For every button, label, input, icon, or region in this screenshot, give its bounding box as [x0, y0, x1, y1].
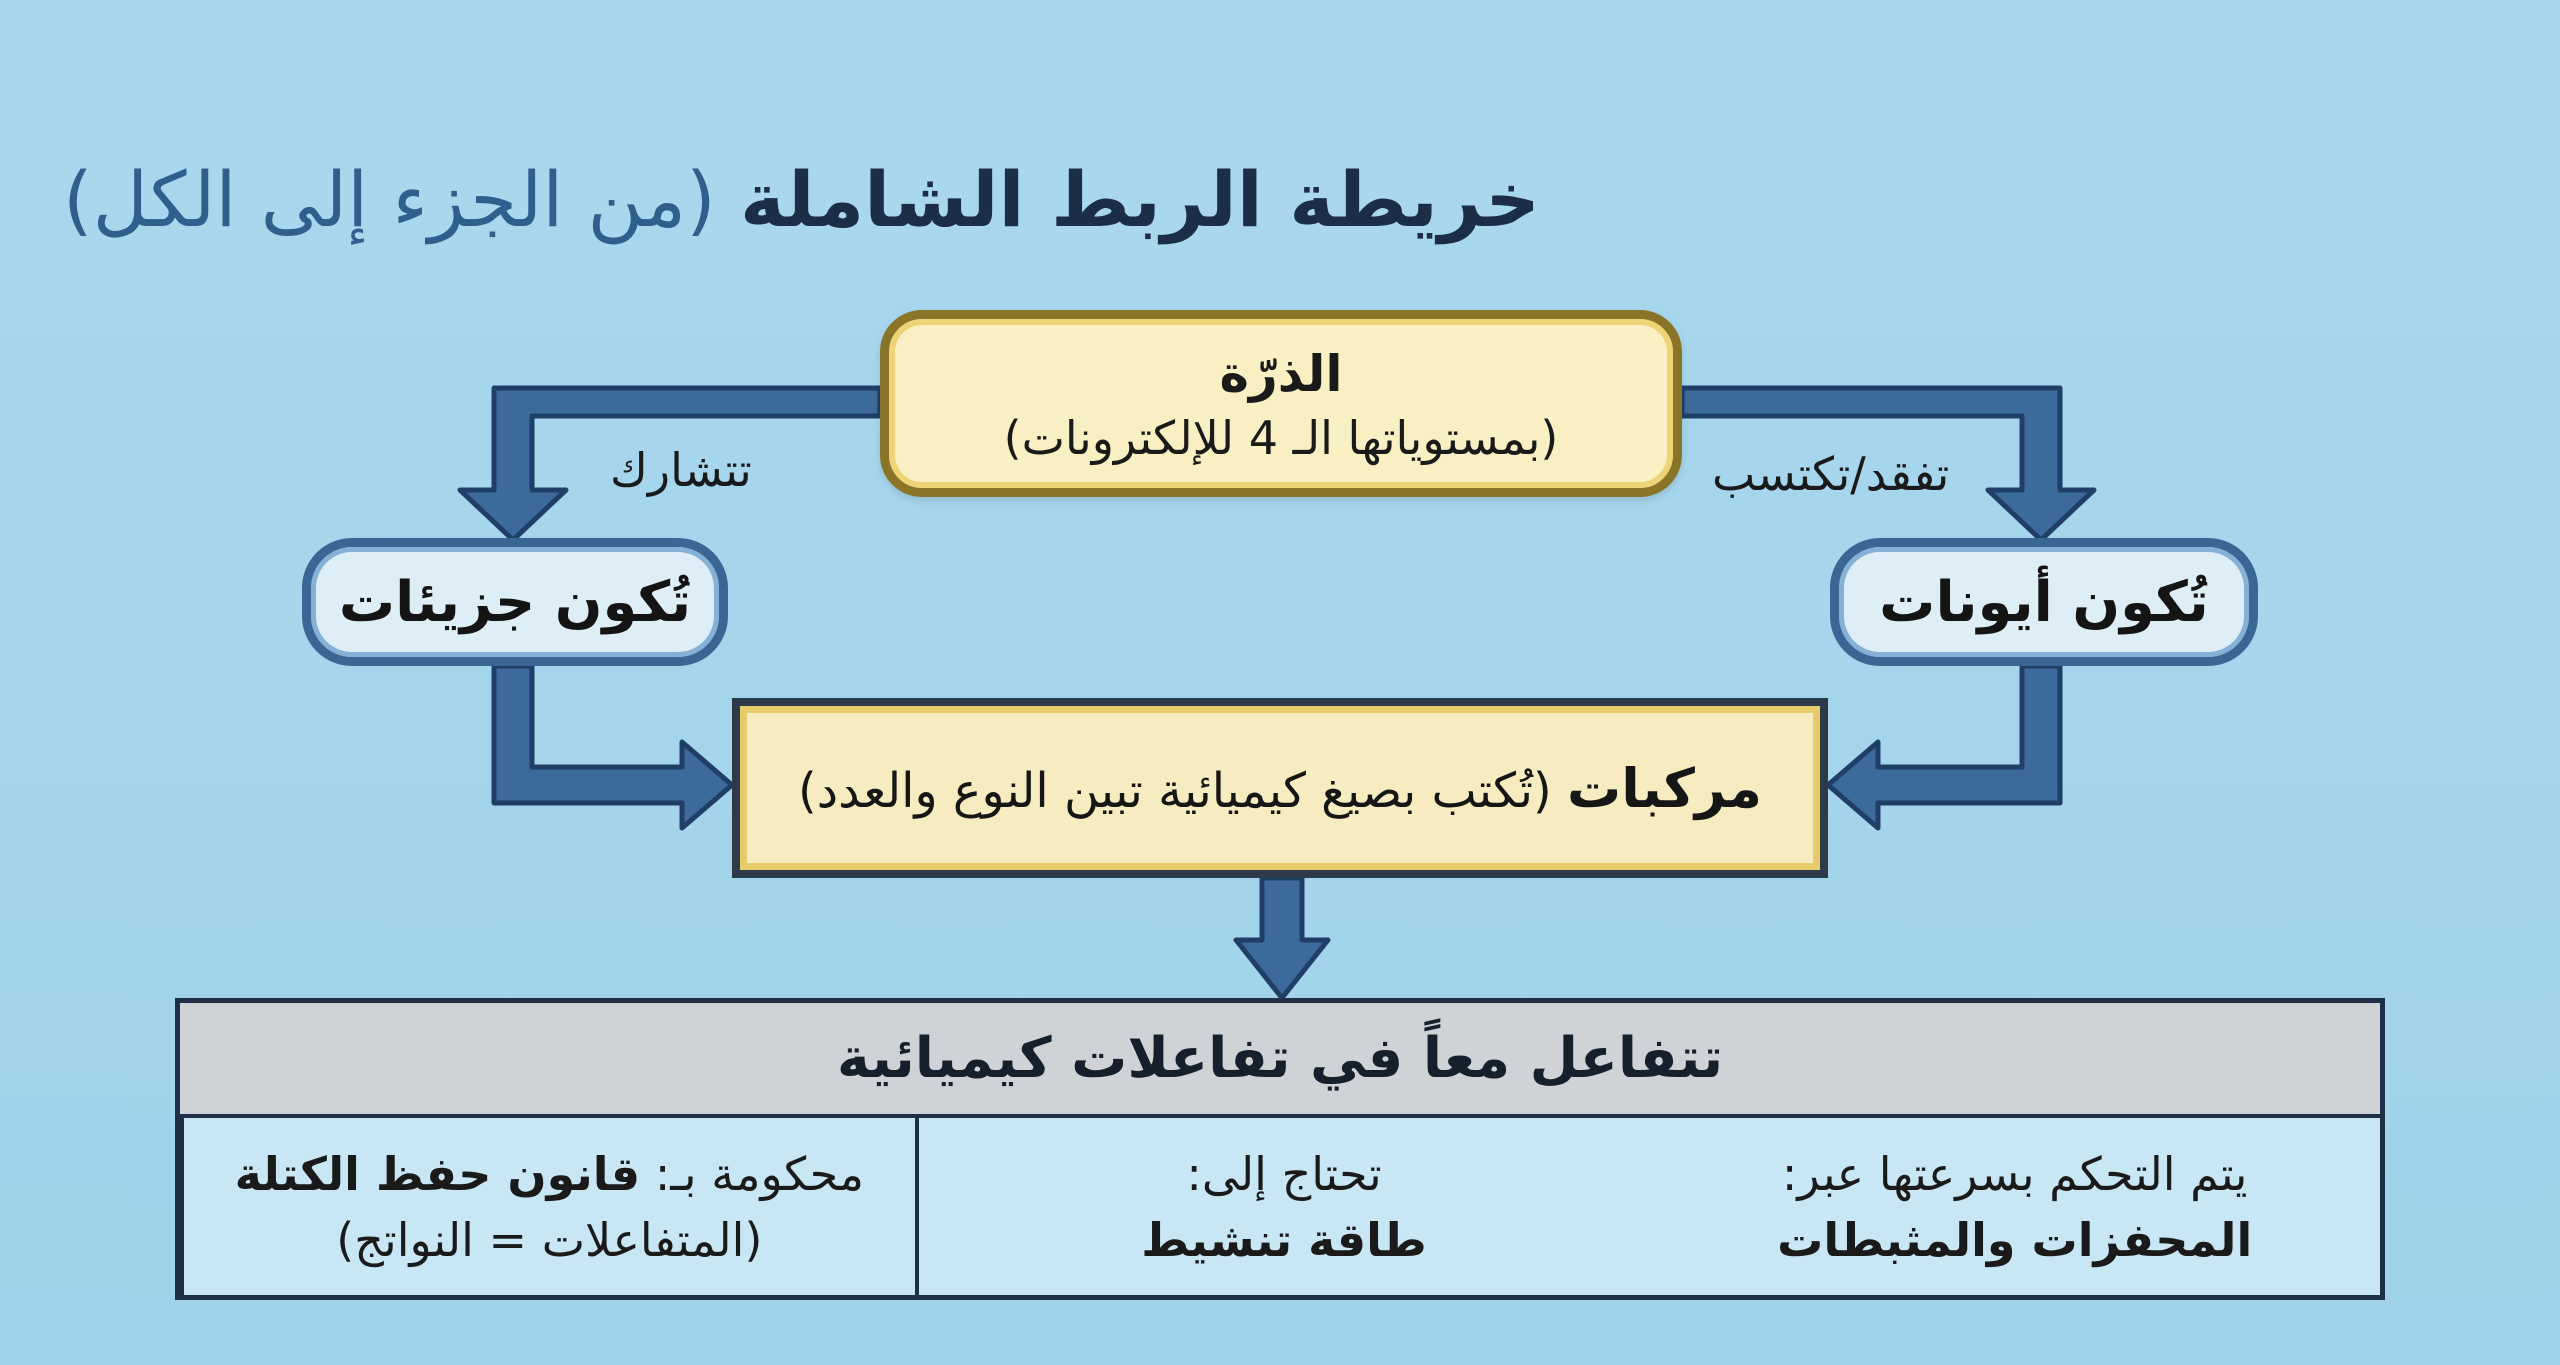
reactions-cell-speed-control — [1649, 1118, 2380, 1295]
arrow-ions-to-compounds — [1828, 666, 2060, 828]
edge-label-share: تتشارك — [610, 443, 752, 497]
molecules-label: تُكون جزيئات — [338, 569, 692, 635]
arrow-compounds-to-reactions — [1236, 878, 1328, 998]
cell-energy-line1: تحتاج إلى: — [1186, 1146, 1382, 1201]
cell-energy-bold: طاقة تنشيط — [1141, 1212, 1427, 1267]
atom-node — [880, 310, 1682, 497]
reactions-cell-mass-conservation — [180, 1118, 915, 1295]
title-main: خريطة الربط الشاملة — [739, 155, 1540, 244]
ions-node — [1830, 538, 2258, 666]
edge-label-lose-gain: تفقد/تكتسب — [1712, 447, 1950, 501]
ions-label: تُكون أيونات — [1879, 569, 2209, 635]
reactions-header: تتفاعل معاً في تفاعلات كيميائية — [180, 1003, 2380, 1118]
title-subtitle: (من الجزء إلى الكل) — [63, 155, 716, 244]
cell-mass-prefix: محكومة بـ: — [654, 1146, 865, 1201]
cell-mass-bold: قانون حفظ الكتلة — [234, 1146, 641, 1201]
cell-mass-line2: (المتفاعلات = النواتج) — [336, 1212, 763, 1267]
molecules-node — [302, 538, 728, 666]
arrow-molecules-to-compounds — [494, 666, 732, 828]
compounds-node — [732, 698, 1828, 878]
compounds-description: (تُكتب بصيغ كيميائية تبين النوع والعدد) — [798, 762, 1552, 819]
cell-speed-line1: يتم التحكم بسرعتها عبر: — [1781, 1146, 2248, 1201]
reactions-cell-activation-energy — [915, 1118, 1650, 1295]
cell-speed-bold: المحفزات والمثبطات — [1777, 1212, 2253, 1267]
reactions-row — [180, 1118, 2380, 1295]
atom-name: الذرّة — [1219, 344, 1343, 403]
reactions-table — [175, 998, 2385, 1300]
compounds-name: مركبات — [1566, 756, 1762, 820]
atom-description: (بمستوياتها الـ 4 للإلكترونات) — [1003, 410, 1559, 465]
